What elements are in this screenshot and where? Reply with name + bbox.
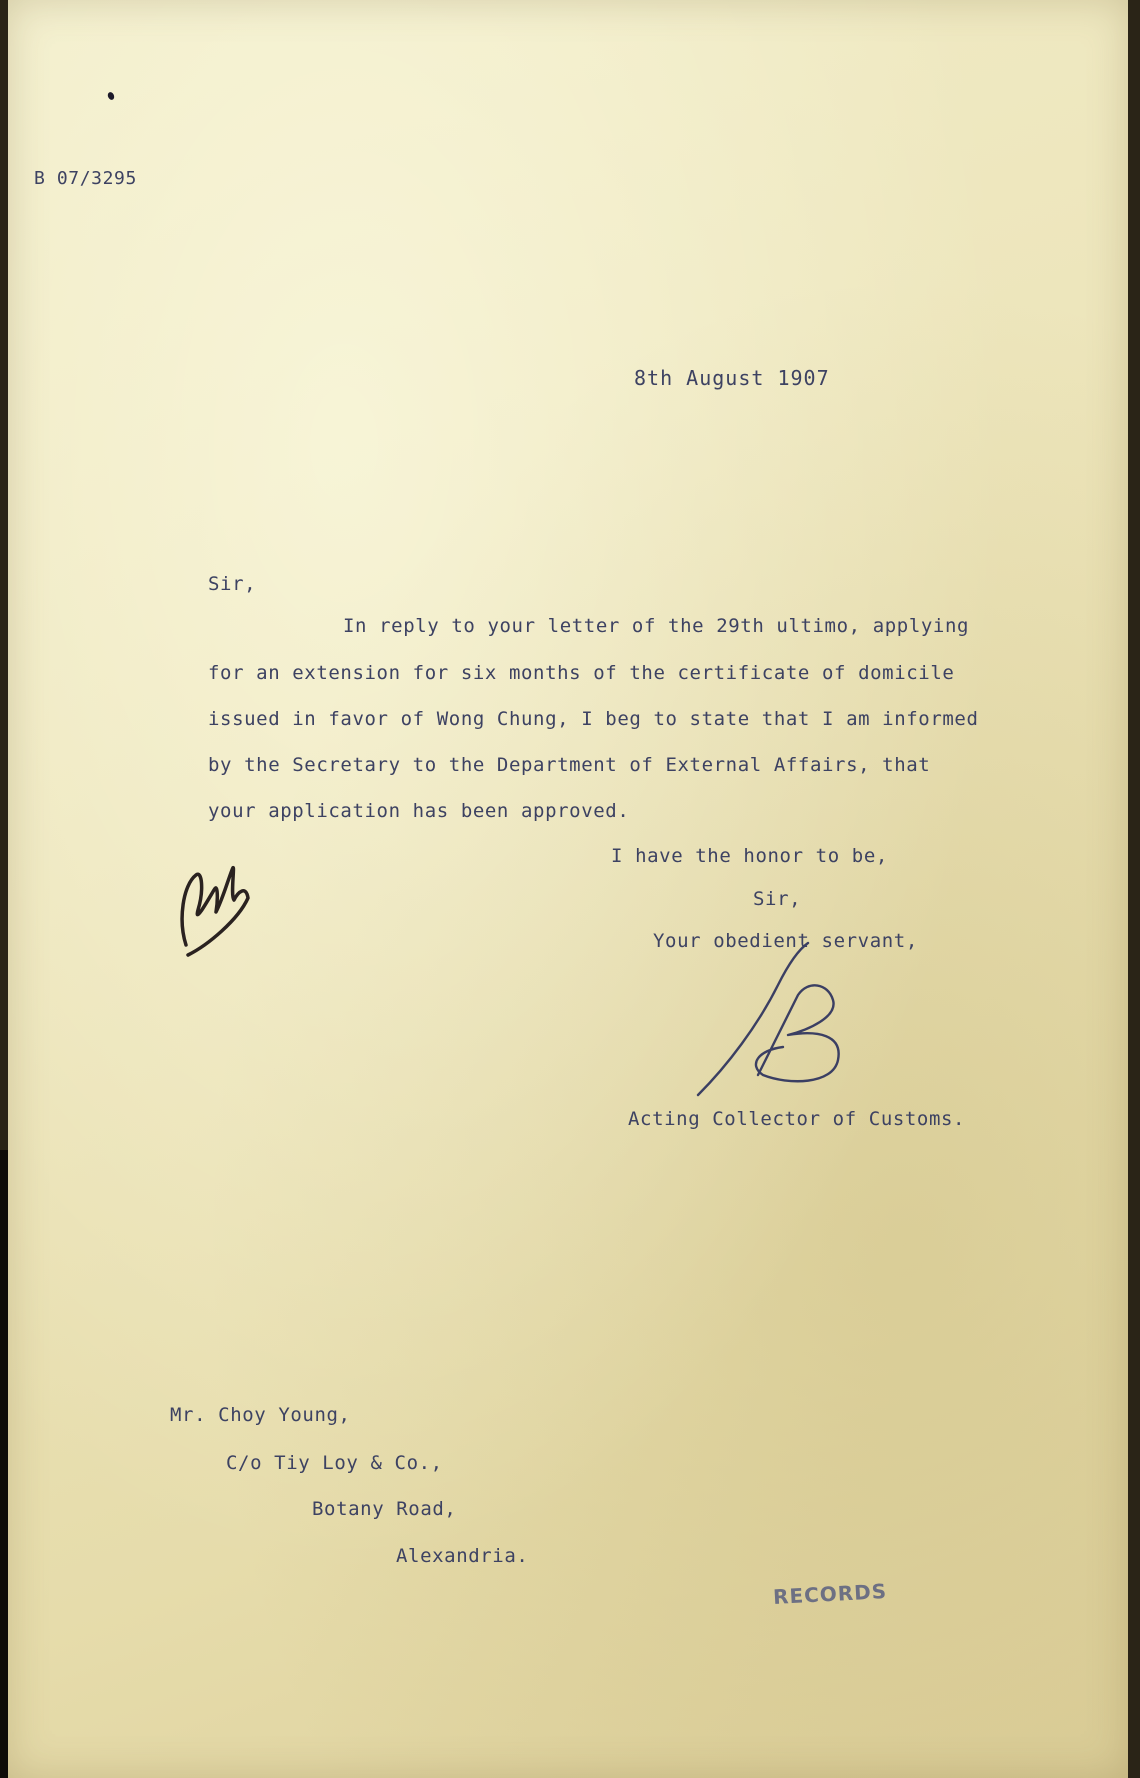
letter-date: 8th August 1907 (634, 366, 830, 390)
salutation: Sir, (208, 573, 257, 595)
address-line: C/o Tiy Loy & Co., (226, 1452, 443, 1474)
address-line: Botany Road, (312, 1498, 457, 1520)
page-edge-shadow (0, 1150, 8, 1778)
letter-page (8, 0, 1128, 1778)
addressee-name: Mr. Choy Young, (170, 1404, 351, 1426)
body-line: for an extension for six months of the certificate of domicile (208, 662, 955, 684)
body-line: issued in favor of Wong Chung, I beg to state that I am informed (208, 708, 979, 730)
body-line: by the Secretary to the Department of External Affairs, that (208, 754, 931, 776)
closing-line: Sir, (753, 888, 802, 910)
body-line: your application has been approved. (208, 800, 630, 822)
signatory-title: Acting Collector of Customs. (628, 1108, 966, 1130)
records-stamp: RECORDS (772, 1579, 888, 1609)
body-line: In reply to your letter of the 29th ultimo, applying (343, 615, 970, 637)
closing-line: I have the honor to be, (611, 845, 888, 867)
closing-line: Your obedient servant, (653, 930, 918, 952)
address-line: Alexandria. (396, 1545, 529, 1567)
margin-initials (168, 840, 278, 960)
ink-dot (107, 91, 116, 101)
collector-signature (688, 935, 858, 1115)
reference-number: B 07/3295 (34, 168, 137, 189)
